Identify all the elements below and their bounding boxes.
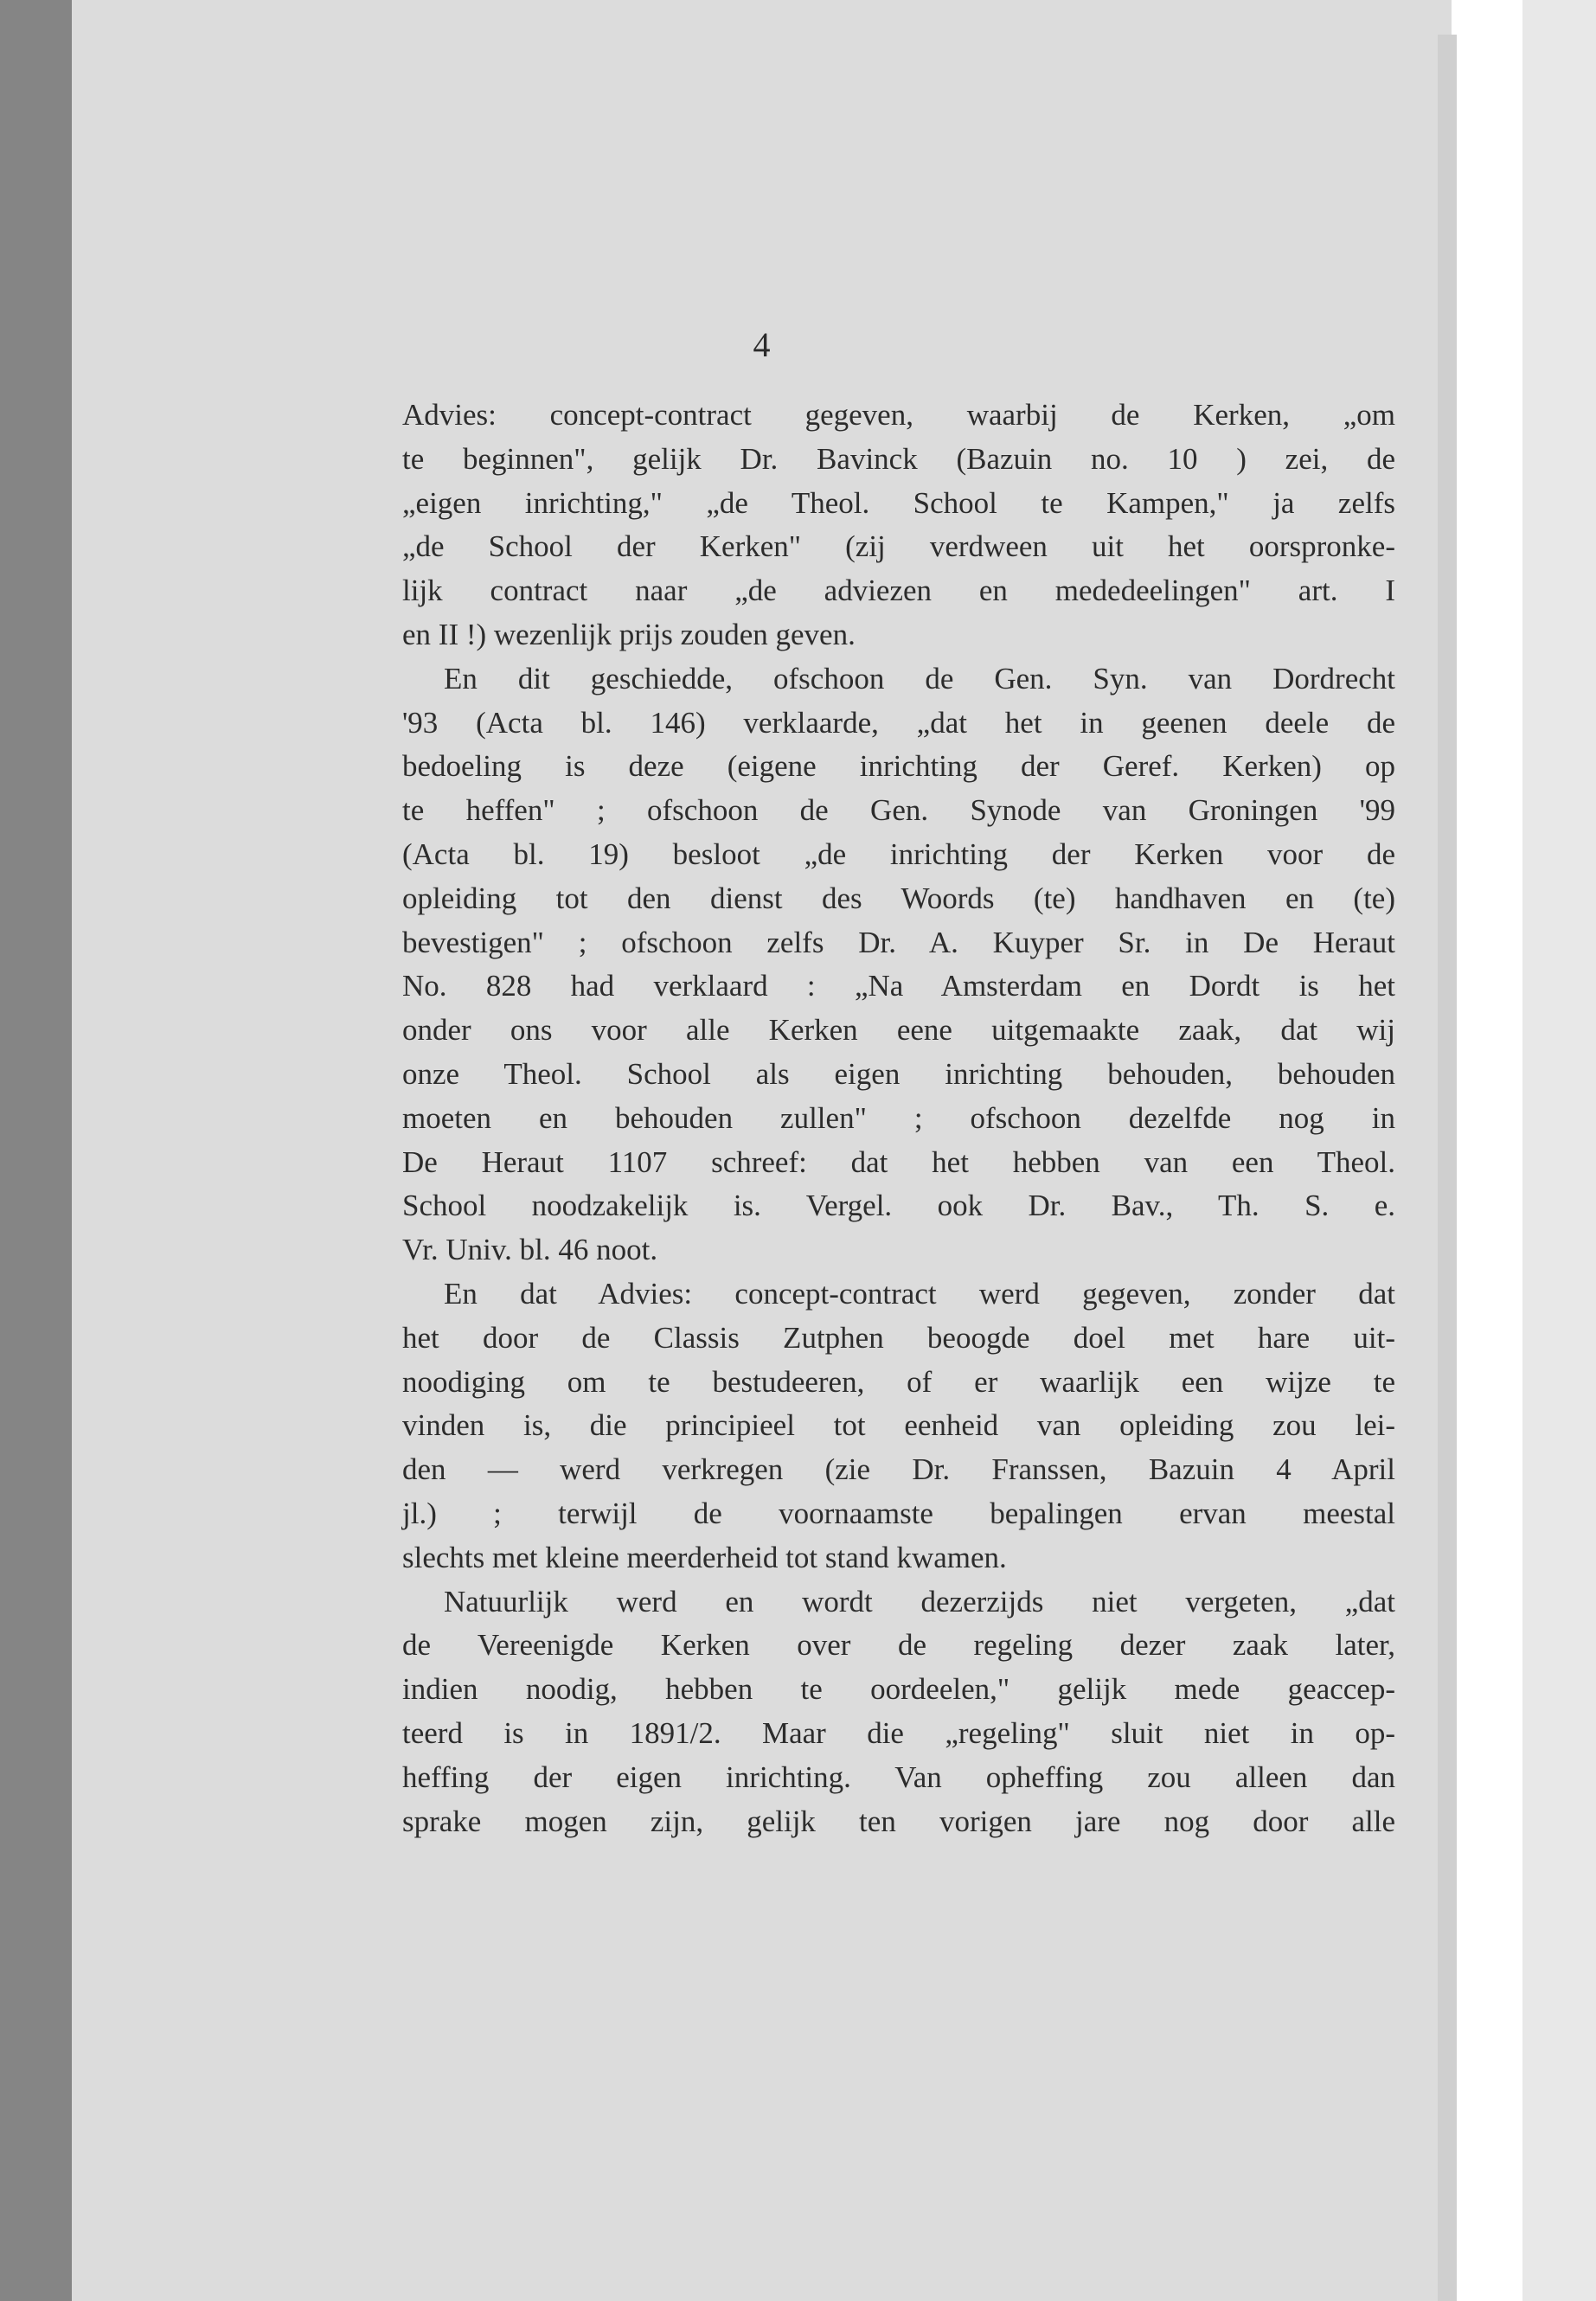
text-line: Natuurlijk werd en wordt dezerzijds niet vergeten, „dat bbox=[444, 1584, 1395, 1618]
text-line: heffing der eigen inrichting. Van opheffing zou alleen dan bbox=[402, 1759, 1395, 1794]
text-line: „eigen inrichting," „de Theol. School te Kampen," ja zelfs bbox=[402, 485, 1395, 520]
page-edge-shadow bbox=[1438, 35, 1457, 2301]
text-line: moeten en behouden zullen" ; ofschoon dezelfde nog in bbox=[402, 1100, 1395, 1135]
text-line: De Heraut 1107 schreef: dat het hebben van een Theol. bbox=[402, 1144, 1395, 1179]
text-line: de Vereenigde Kerken over de regeling dezer zaak later, bbox=[402, 1628, 1395, 1663]
text-line: En dit geschiedde, ofschoon de Gen. Syn. van Dordrecht bbox=[444, 661, 1395, 695]
text-line: „de School der Kerken" (zij verdween uit het oorspronke- bbox=[402, 529, 1395, 564]
text-line: onze Theol. School als eigen inrichting behouden, behouden bbox=[402, 1056, 1395, 1091]
text-line: het door de Classis Zutphen beoogde doel met hare uit- bbox=[402, 1320, 1395, 1355]
body-text bbox=[402, 394, 1395, 1843]
text-line: slechts met kleine meerderheid tot stand kwamen. bbox=[402, 1540, 1007, 1574]
text-line: jl.) ; terwijl de voornaamste bepalingen ervan meestal bbox=[402, 1496, 1395, 1530]
text-line: En dat Advies: concept-contract werd gegeven, zonder dat bbox=[444, 1276, 1395, 1311]
scan-right-margin bbox=[1522, 0, 1596, 2301]
text-line: en II !) wezenlijk prijs zouden geven. bbox=[402, 617, 856, 651]
text-line: Advies: concept-contract gegeven, waarbij de Kerken, „om bbox=[402, 398, 1395, 432]
text-line: No. 828 had verklaard : „Na Amsterdam en Dordt is het bbox=[402, 969, 1395, 1003]
text-line: bedoeling is deze (eigene inrichting der Geref. Kerken) op bbox=[402, 749, 1395, 784]
text-line: School noodzakelijk is. Vergel. ook Dr. Bav., Th. S. e. bbox=[402, 1189, 1395, 1223]
text-line: bevestigen" ; ofschoon zelfs Dr. A. Kuyper Sr. in De Heraut bbox=[402, 925, 1395, 959]
text-line: noodiging om te bestudeeren, of er waarlijk een wijze te bbox=[402, 1364, 1395, 1399]
scan-left-margin bbox=[0, 0, 72, 2301]
text-line: Vr. Univ. bl. 46 noot. bbox=[402, 1233, 658, 1267]
book-page bbox=[72, 0, 1452, 2301]
text-line: sprake mogen zijn, gelijk ten vorigen jare nog door alle bbox=[402, 1804, 1395, 1838]
text-line: teerd is in 1891/2. Maar die „regeling" sluit niet in op- bbox=[402, 1715, 1395, 1750]
text-line: vinden is, die principieel tot eenheid van opleiding zou lei- bbox=[402, 1408, 1395, 1443]
text-line: te beginnen", gelijk Dr. Bavinck (Bazuin no. 10 ) zei, de bbox=[402, 441, 1395, 476]
text-line: te heffen" ; ofschoon de Gen. Synode van Groningen '99 bbox=[402, 793, 1395, 828]
page-number: 4 bbox=[753, 325, 771, 364]
text-line: '93 (Acta bl. 146) verklaarde, „dat het in geenen deele de bbox=[402, 705, 1395, 740]
text-line: den — werd verkregen (zie Dr. Franssen, Bazuin 4 April bbox=[402, 1452, 1395, 1487]
text-line: onder ons voor alle Kerken eene uitgemaakte zaak, dat wij bbox=[402, 1013, 1395, 1048]
text-line: opleiding tot den dienst des Woords (te) handhaven en (te) bbox=[402, 881, 1395, 915]
text-line: indien noodig, hebben te oordeelen," gelijk mede geaccep- bbox=[402, 1672, 1395, 1707]
text-line: (Acta bl. 19) besloot „de inrichting der Kerken voor de bbox=[402, 836, 1395, 871]
text-line: lijk contract naar „de adviezen en mededeelingen" art. I bbox=[402, 574, 1395, 608]
